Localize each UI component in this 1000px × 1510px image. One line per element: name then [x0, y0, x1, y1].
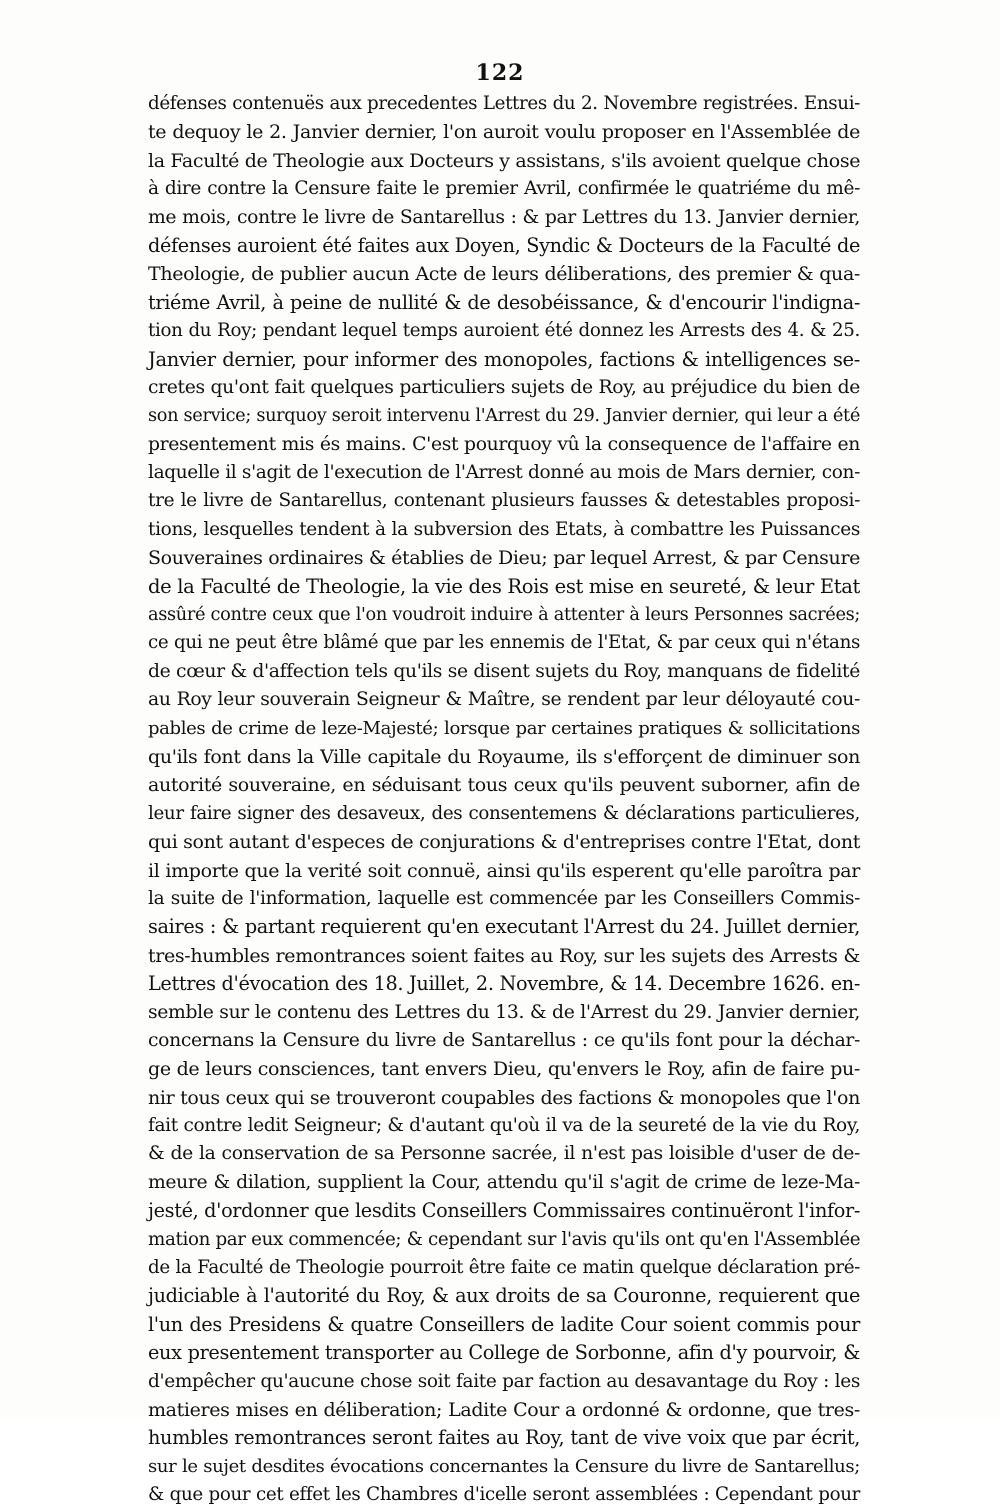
text-line: nir tous ceux qui se trouveront coupables des factions & monopoles que l'on [148, 1086, 860, 1109]
text-line: ce qui ne peut être blâmé que par les ennemis de l'Etat, & par ceux qui n'étans [148, 632, 860, 654]
text-line: Souveraines ordinaires & établies de Dieu; par lequel Arrest, & par Censure [148, 547, 861, 570]
text-line: ge de leurs consciences, tant envers Dieu, qu'envers le Roy, afin de faire pu- [148, 1058, 860, 1081]
text-line: presentement mis és mains. C'est pourquoy vû la consequence de l'affaire en [148, 433, 860, 455]
text-line: sur le sujet desdites évocations concernantes la Censure du livre de Santarellus; [148, 1455, 860, 1477]
body-text [148, 90, 860, 1510]
text-line: de cœur & d'affection tels qu'ils se disent sujets du Roy, manquans de fidelité [148, 660, 860, 682]
text-line: me mois, contre le livre de Santarellus : & par Lettres du 13. Janvier dernier, [148, 206, 860, 228]
text-line: saires : & partant requierent qu'en executant l'Arrest du 24. Juillet dernier, [148, 915, 860, 939]
text-line: qu'ils font dans la Ville capitale du Royaume, ils s'efforçent de diminuer son [148, 745, 860, 768]
text-line: pables de crime de leze-Majesté; lorsque par certaines pratiques & sollicitations [148, 717, 860, 739]
text-line: eux presentement transporter au College de Sorbonne, afin d'y pourvoir, & [148, 1341, 860, 1365]
text-line: au Roy leur souverain Seigneur & Maître, se rendent par leur déloyauté cou- [148, 689, 860, 711]
text-line: la suite de l'information, laquelle est commencée par les Conseillers Commis- [148, 887, 860, 909]
text-line: triéme Avril, à peine de nullité & de desobéissance, & d'encourir l'indigna- [148, 290, 860, 314]
text-line: judiciable à l'autorité du Roy, & aux droits de sa Couronne, requierent que [148, 1284, 860, 1308]
text-line: meure & dilation, supplient la Cour, attendu qu'il s'agit de crime de leze-Ma- [148, 1171, 860, 1193]
text-line: tion du Roy; pendant lequel temps auroient été donnez les Arrests des 4. & 25. [148, 320, 860, 342]
text-line: il importe que la verité soit connuë, ainsi qu'ils esperent qu'elle paroîtra par [148, 859, 860, 882]
text-line: cretes qu'ont fait quelques particuliers sujets de Roy, au préjudice du bien de [148, 376, 860, 398]
text-line: de la Faculté de Theologie, la vie des Rois est mise en seureté, & leur Etat [148, 574, 860, 598]
text-line: d'empêcher qu'aucune chose soit faite par faction au desavantage du Roy : les [148, 1370, 860, 1392]
text-line: te dequoy le 2. Janvier dernier, l'on auroit voulu proposer en l'Assemblée de [148, 121, 860, 144]
text-line: à dire contre la Censure faite le premier Avril, confirmée le quatriéme du mê- [148, 178, 860, 200]
text-line: matieres mises en déliberation; Ladite Cour a ordonné & ordonne, que tres- [148, 1398, 860, 1421]
page-number: 122 [475, 60, 525, 86]
text-line: tions, lesquelles tendent à la subversion des Etats, à combattre les Puissances [148, 518, 860, 540]
text-line: défenses contenuës aux precedentes Lettres du 2. Novembre registrées. Ensui- [148, 93, 860, 114]
text-line: son service; surquoy seroit intervenu l'Arrest du 29. Janvier dernier, qui leur a été [148, 406, 860, 427]
text-line: concernans la Censure du livre de Santarellus : ce qu'ils font pour la déchar- [148, 1029, 860, 1051]
text-line: laquelle il s'agit de l'execution de l'Arrest donné au mois de Mars dernier, con- [148, 462, 860, 484]
text-line: jesté, d'ordonner que lesdits Conseillers Commissaires continuëront l'infor- [148, 1199, 861, 1223]
text-line: humbles remontrances seront faites au Roy, tant de vive voix que par écrit, [148, 1426, 860, 1450]
text-line: l'un des Presidens & quatre Conseillers de ladite Cour soient commis pour [148, 1312, 860, 1336]
text-line: autorité souveraine, en séduisant tous ceux qu'ils peuvent suborner, afin de [148, 774, 860, 797]
text-line: tre le livre de Santarellus, contenant plusieurs fausses & detestables proposi- [148, 490, 860, 512]
text-line: semble sur le contenu des Lettres du 13. & de l'Arrest du 29. Janvier dernier, [148, 1001, 860, 1023]
text-line: qui sont autant d'especes de conjurations & d'entreprises contre l'Etat, dont [148, 831, 860, 854]
text-line: assûré contre ceux que l'on voudroit induire à attenter à leurs Personnes sacrées; [148, 605, 860, 626]
text-line: défenses auroient été faites aux Doyen, Syndic & Docteurs de la Faculté de [148, 233, 860, 257]
text-line: Theologie, de publier aucun Acte de leurs déliberations, des premier & qua- [148, 263, 860, 286]
text-line: Janvier dernier, pour informer des monopoles, factions & intelligences se- [148, 347, 860, 371]
text-line: la Faculté de Theologie aux Docteurs y assistans, s'ils avoient quelque chose [148, 149, 861, 172]
text-line: Lettres d'évocation des 18. Juillet, 2. Novembre, & 14. Decembre 1626. en- [148, 972, 860, 996]
text-line: leur faire signer des desaveux, des consentemens & déclarations particulieres, [148, 802, 860, 824]
text-line: de la Faculté de Theologie pourroit être faite ce matin quelque déclaration pré- [148, 1257, 860, 1279]
text-line: tres-humbles remontrances soient faites au Roy, sur les sujets des Arrests & [148, 944, 860, 967]
text-line: & que pour cet effet les Chambres d'icelle seront assemblées : Cependant pour [148, 1484, 860, 1506]
text-line: & de la conservation de sa Personne sacrée, il n'est pas loisible d'user de de- [148, 1143, 860, 1165]
text-line: fait contre ledit Seigneur; & d'autant qu'où il va de la seureté de la vie du Roy, [148, 1115, 860, 1137]
text-line: mation par eux commencée; & cependant sur l'avis qu'ils ont qu'en l'Assemblée [148, 1228, 861, 1250]
